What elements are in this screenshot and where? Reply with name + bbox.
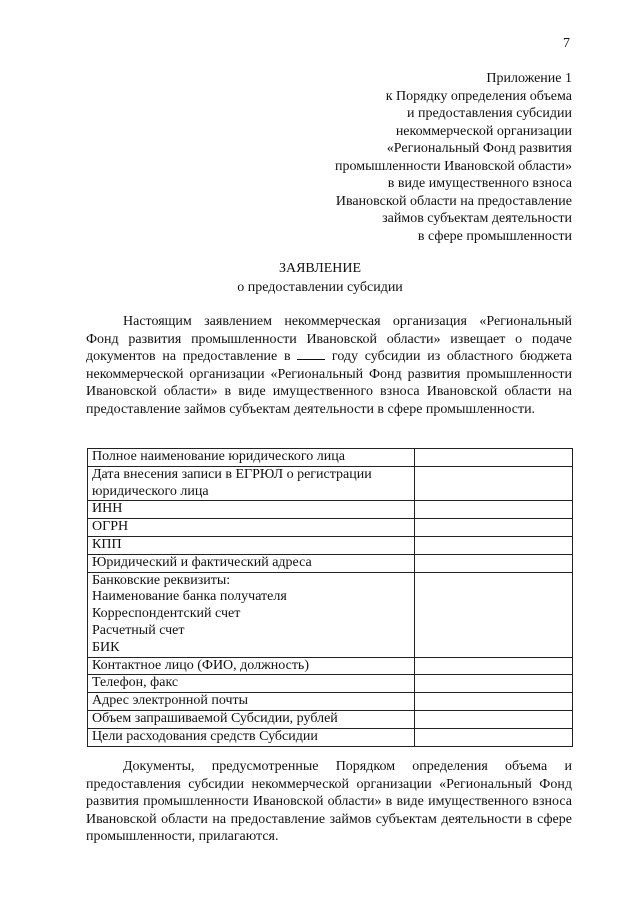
field-value-cell[interactable] <box>415 554 573 572</box>
field-value-cell[interactable] <box>415 657 573 675</box>
field-label: Наименование банка получателя <box>92 589 287 605</box>
appendix-line: Ивановской области на предоставление <box>335 193 572 209</box>
appendix-header <box>242 70 572 245</box>
field-value-cell[interactable] <box>415 710 573 728</box>
table-row <box>88 657 573 675</box>
field-label: ИНН <box>92 501 123 517</box>
table-row <box>88 675 573 693</box>
closing-paragraph: Документы, предусмотренные Порядком определения объема и предоставления субсидии некоммерческой организации «Региональный Фонд развития промышленности Ивановской области» в виде имущественного взноса Ивановской области на предоставление займов субъектам деятельности в сфере промышленности, прилагаются. <box>86 759 572 845</box>
field-label: Расчетный счет <box>92 622 185 638</box>
table-row <box>88 519 573 537</box>
appendix-line: в виде имущественного взноса <box>387 176 572 191</box>
appendix-line: «Региональный Фонд развития <box>386 141 572 156</box>
field-label: ОГРН <box>92 519 129 535</box>
field-label-cell <box>88 728 415 746</box>
table-row <box>88 693 573 711</box>
appendix-line: Приложение 1 <box>486 71 572 86</box>
appendix-line: в сфере промышленности <box>417 228 572 244</box>
field-label: Банковские реквизиты: <box>92 572 231 588</box>
appendix-line: займов субъектам деятельности <box>382 211 572 226</box>
field-label-cell <box>88 710 415 728</box>
field-label-cell <box>88 675 415 693</box>
field-value-cell[interactable] <box>415 728 573 746</box>
appendix-line: и предоставления субсидии <box>406 106 572 121</box>
field-value-cell[interactable] <box>415 449 573 467</box>
intro-text-end: году субсидии из областного бюджета некоммерческой организации «Региональный Фонд развития промышленности Ивановской области» в виде имущественного взноса Ивановской области на предоставление займов субъектам деятельности в сфере промышленности. <box>86 349 572 417</box>
table-row <box>88 466 573 501</box>
field-label-cell <box>88 519 415 537</box>
table-row <box>88 710 573 728</box>
field-value-cell[interactable] <box>415 519 573 537</box>
table-row <box>88 554 573 572</box>
appendix-line: к Порядку определения объема <box>385 88 572 104</box>
intro-paragraph <box>86 313 572 419</box>
field-value-cell[interactable] <box>415 572 573 657</box>
field-label-cell <box>88 466 415 501</box>
table-row <box>88 536 573 554</box>
field-label-cell <box>88 657 415 675</box>
page-number: 7 <box>563 36 570 51</box>
field-label: Адрес электронной почты <box>92 693 249 709</box>
field-label-cell <box>88 449 415 467</box>
field-label: КПП <box>92 536 122 552</box>
table-row <box>88 449 573 467</box>
field-value-cell[interactable] <box>415 466 573 501</box>
appendix-line: некоммерческой организации <box>395 123 572 139</box>
appendix-line: промышленности Ивановской области» <box>335 158 572 174</box>
field-value-cell[interactable] <box>415 693 573 711</box>
field-label: Контактное лицо (ФИО, должность) <box>92 657 309 673</box>
table-row <box>88 728 573 746</box>
field-label-cell <box>88 501 415 519</box>
field-label: Цели расходования средств Субсидии <box>92 728 318 744</box>
field-label-cell <box>88 554 415 572</box>
field-label: юридического лица <box>92 483 209 499</box>
document-subtitle: о предоставлении субсидии <box>237 280 403 295</box>
year-blank-field <box>297 348 325 360</box>
table-row <box>88 501 573 519</box>
field-label-cell <box>88 536 415 554</box>
field-label: Дата внесения записи в ЕГРЮЛ о регистрации <box>92 466 372 482</box>
field-label: Полное наименование юридического лица <box>92 449 345 464</box>
application-table <box>87 448 573 747</box>
intro-text-start: Настоящим заявлением некоммерческая организация «Региональный Фонд развития промышленности Ивановской области» извещает о подаче документов на предоставление в <box>86 314 572 365</box>
table-row <box>88 572 573 657</box>
field-label: Объем запрашиваемой Субсидии, рублей <box>92 710 338 726</box>
field-label-cell <box>88 693 415 711</box>
field-label: Корреспондентский счет <box>92 606 241 622</box>
field-value-cell[interactable] <box>415 675 573 693</box>
document-title: ЗАЯВЛЕНИЕ <box>278 261 362 276</box>
field-label: Юридический и фактический адреса <box>92 554 312 570</box>
field-label: Телефон, факс <box>92 675 179 691</box>
field-value-cell[interactable] <box>415 501 573 519</box>
document-title-block <box>0 259 640 297</box>
field-label: БИК <box>92 639 120 655</box>
field-label-cell <box>88 572 415 657</box>
field-value-cell[interactable] <box>415 536 573 554</box>
